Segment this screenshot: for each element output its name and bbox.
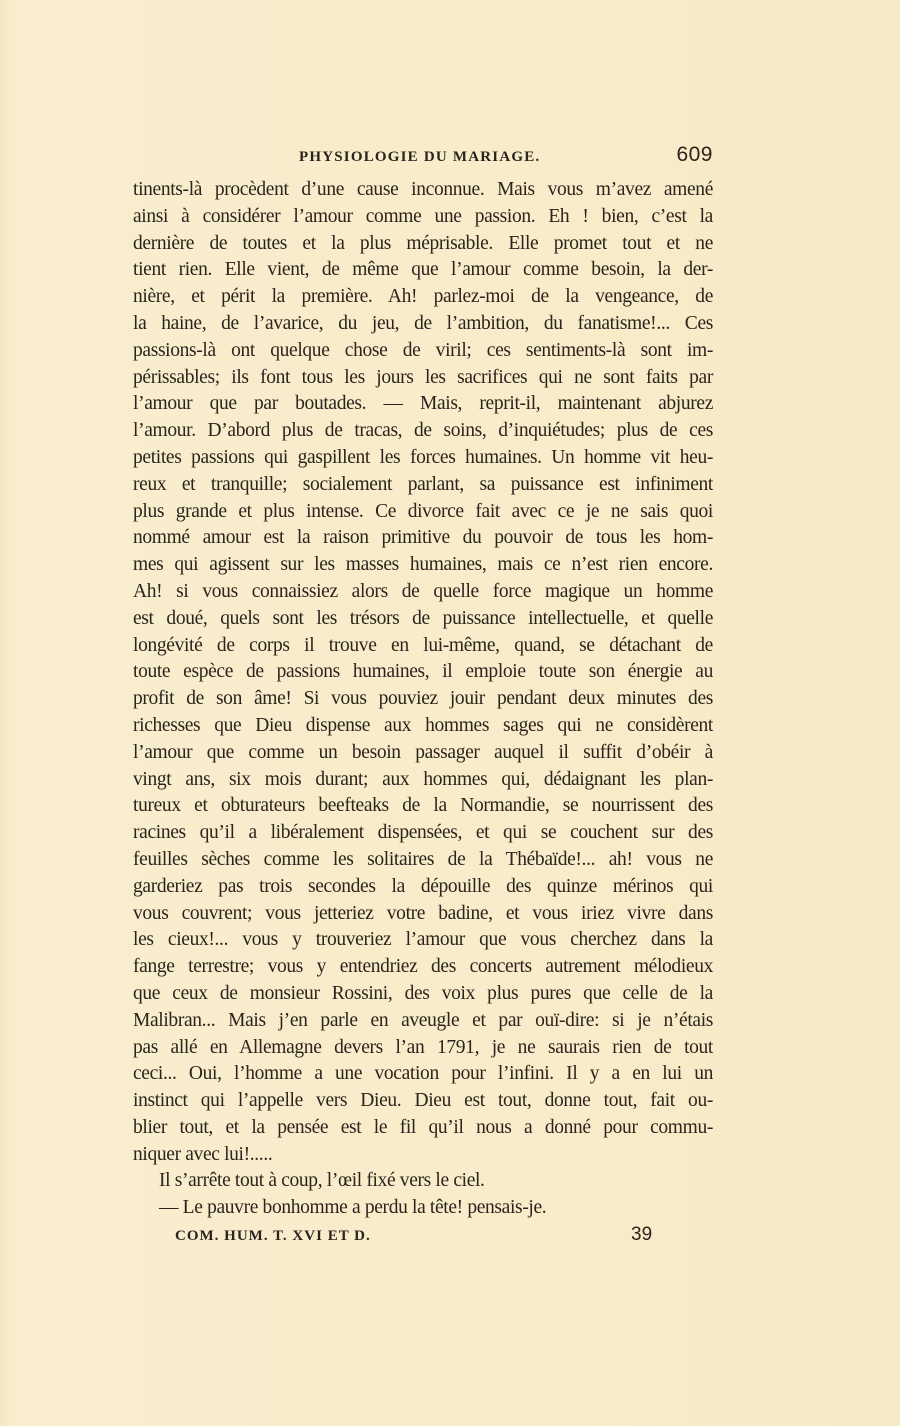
page-header: [133, 143, 713, 173]
page-number: 609: [676, 143, 713, 166]
text-line: blier tout, et la pensée est le fil qu’il nous a donné pour commu-: [133, 1116, 713, 1138]
text-line: fange terrestre; vous y entendriez des concerts autrement mélodieux: [133, 956, 713, 978]
printer-signature: COM. HUM. T. XVI ET D.: [175, 1228, 371, 1244]
text-line: richesses que Dieu dispense aux hommes sages qui ne considèrent: [133, 714, 713, 736]
running-title: PHYSIOLOGIE DU MARIAGE.: [299, 149, 541, 165]
text-line: vous couvrent; vous jetteriez votre badine, et vous iriez vivre dans: [133, 902, 713, 924]
text-line: instinct qui l’appelle vers Dieu. Dieu est tout, donne tout, fait ou-: [133, 1090, 713, 1112]
text-line: la haine, de l’avarice, du jeu, de l’ambition, du fanatisme!... Ces: [133, 312, 713, 334]
paragraph-line: Il s’arrête tout à coup, l’œil fixé vers le ciel.: [159, 1170, 485, 1192]
text-line: mes qui agissent sur les masses humaines, mais ce n’est rien encore.: [133, 554, 713, 576]
text-line: pas allé en Allemagne devers l’an 1791, je ne saurais rien de tout: [133, 1036, 713, 1058]
text-line: nommé amour est la raison primitive du pouvoir de tous les hom-: [133, 527, 713, 549]
text-line: vingt ans, six mois durant; aux hommes qui, dédaignant les plan-: [133, 768, 713, 790]
text-line: que ceux de monsieur Rossini, des voix plus pures que celle de la: [133, 982, 713, 1004]
sheet-number: 39: [631, 1224, 653, 1245]
text-line: tinents-là procèdent d’une cause inconnue. Mais vous m’avez amené: [133, 179, 713, 200]
text-line: l’amour que par boutades. — Mais, reprit-il, maintenant abjurez: [133, 393, 713, 415]
text-line: reux et tranquille; socialement parlant, sa puissance est infiniment: [133, 473, 713, 495]
text-line: Malibran... Mais j’en parle en aveugle et par ouï-dire: si je n’étais: [133, 1009, 713, 1031]
text-line: nière, et périt la première. Ah! parlez-moi de la vengeance, de: [133, 286, 713, 308]
text-line: ainsi à considérer l’amour comme une passion. Eh ! bien, c’est la: [133, 205, 713, 227]
body-text: [133, 177, 713, 1222]
dialogue-line: — Le pauvre bonhomme a perdu la tête! pensais-je.: [159, 1197, 547, 1219]
text-line: Ah! si vous connaissiez alors de quelle force magique un homme: [133, 580, 713, 602]
page-footer: [133, 1224, 713, 1250]
text-line: petites passions qui gaspillent les forces humaines. Un homme vit heu-: [133, 446, 713, 468]
text-line: garderiez pas trois secondes la dépouille des quinze mérinos qui: [133, 875, 713, 897]
text-line: tient rien. Elle vient, de même que l’amour comme besoin, la der-: [133, 259, 713, 281]
text-line: plus grande et plus intense. Ce divorce fait avec ce je ne sais quoi: [133, 500, 713, 522]
text-line: l’amour. D’abord plus de tracas, de soins, d’inquiétudes; plus de ces: [133, 420, 713, 442]
text-line: passions-là ont quelque chose de viril; ces sentiments-là sont im-: [133, 339, 713, 361]
text-line: l’amour que comme un besoin passager auquel il suffit d’obéir à: [133, 741, 713, 763]
text-line: les cieux!... vous y trouveriez l’amour que vous cherchez dans la: [133, 929, 713, 951]
text-line: périssables; ils font tous les jours les sacrifices qui ne sont faits par: [133, 366, 713, 388]
text-line: niquer avec lui!.....: [133, 1143, 273, 1165]
text-line: racines qu’il a libéralement dispensées, et qui se couchent sur des: [133, 822, 713, 844]
text-line: feuilles sèches comme les solitaires de la Thébaïde!... ah! vous ne: [133, 848, 713, 870]
text-line: tureux et obturateurs beefteaks de la Normandie, se nourrissent des: [133, 795, 713, 817]
text-line: longévité de corps il trouve en lui-même, quand, se détachant de: [133, 634, 713, 656]
text-line: ceci... Oui, l’homme a une vocation pour l’infini. Il y a en lui un: [133, 1063, 713, 1085]
text-line: profit de son âme! Si vous pouviez jouir pendant deux minutes des: [133, 688, 713, 710]
text-line: est doué, quels sont les trésors de puissance intellectuelle, et quelle: [133, 607, 713, 629]
text-line: toute espèce de passions humaines, il emploie toute son énergie au: [133, 661, 713, 683]
text-line: dernière de toutes et la plus méprisable. Elle promet tout et ne: [133, 232, 713, 254]
